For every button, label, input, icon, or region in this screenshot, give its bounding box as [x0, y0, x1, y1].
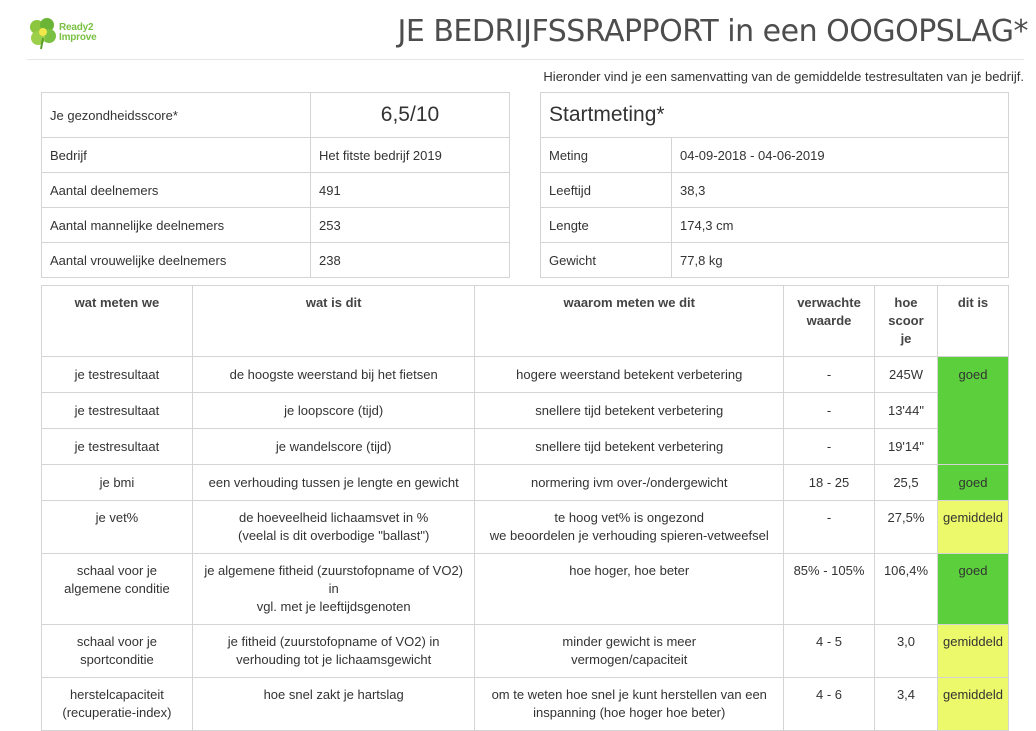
row-value: 38,3 [672, 173, 1009, 208]
column-header: waarom meten we dit [475, 286, 784, 357]
table-row [42, 501, 1009, 554]
divider [27, 59, 1024, 60]
row-value: 253 [311, 208, 510, 243]
rating-badge: gemiddeld [938, 625, 1009, 678]
logo-text: Ready2 Improve [59, 22, 97, 43]
cell-expected: - [784, 393, 875, 429]
cell-why: normering ivm over-/ondergewicht [475, 465, 784, 501]
table-row [42, 429, 1009, 465]
row-label: Aantal mannelijke deelnemers [42, 208, 311, 243]
table-row [42, 554, 1009, 625]
table-row [42, 393, 1009, 429]
company-table [41, 92, 510, 278]
logo [27, 16, 117, 54]
cell-score: 3,0 [874, 625, 937, 678]
score-row [42, 93, 510, 138]
cell-what: je testresultaat [42, 429, 193, 465]
cell-desc: de hoeveelheid lichaamsvet in % (veelal is dit overbodige "ballast") [192, 501, 475, 554]
cell-score: 106,4% [874, 554, 937, 625]
measurement-table [540, 92, 1009, 278]
row-label: Gewicht [541, 243, 672, 278]
cell-score: 3,4 [874, 678, 937, 731]
cell-why: snellere tijd betekent verbetering [475, 393, 784, 429]
cell-why: hoe hoger, hoe beter [475, 554, 784, 625]
results-table [41, 285, 1009, 731]
row-label: Meting [541, 138, 672, 173]
table-row [541, 208, 1009, 243]
cell-score: 25,5 [874, 465, 937, 501]
cell-what: je vet% [42, 501, 193, 554]
rating-badge: goed [938, 554, 1009, 625]
row-label: Aantal deelnemers [42, 173, 311, 208]
rating-badge: goed [938, 357, 1009, 465]
cell-why: snellere tijd betekent verbetering [475, 429, 784, 465]
column-header: wat is dit [192, 286, 475, 357]
table-row [42, 138, 510, 173]
cell-desc: een verhouding tussen je lengte en gewicht [192, 465, 475, 501]
rating-badge: goed [938, 465, 1009, 501]
cell-why: om te weten hoe snel je kunt herstellen van een inspanning (hoe hoger hoe beter) [475, 678, 784, 731]
cell-why: minder gewicht is meer vermogen/capaciteit [475, 625, 784, 678]
table-row [541, 173, 1009, 208]
table-row [42, 625, 1009, 678]
table-row [42, 465, 1009, 501]
table-row [541, 138, 1009, 173]
column-header: hoe scoor je [874, 286, 937, 357]
header-row [42, 286, 1009, 357]
table-row [541, 243, 1009, 278]
cell-desc: je loopscore (tijd) [192, 393, 475, 429]
table-row [42, 208, 510, 243]
cell-score: 27,5% [874, 501, 937, 554]
row-value: 491 [311, 173, 510, 208]
cell-what: schaal voor je algemene conditie [42, 554, 193, 625]
table-row [42, 173, 510, 208]
rating-badge: gemiddeld [938, 501, 1009, 554]
cell-what: je testresultaat [42, 357, 193, 393]
cell-desc: hoe snel zakt je hartslag [192, 678, 475, 731]
cell-what: je testresultaat [42, 393, 193, 429]
rating-badge: gemiddeld [938, 678, 1009, 731]
score-label: Je gezondheidsscore* [42, 93, 311, 138]
cell-why: hogere weerstand betekent verbetering [475, 357, 784, 393]
row-label: Bedrijf [42, 138, 311, 173]
cell-why: te hoog vet% is ongezond we beoordelen je verhouding spieren-vetweefsel [475, 501, 784, 554]
cell-desc: je wandelscore (tijd) [192, 429, 475, 465]
cell-expected: 18 - 25 [784, 465, 875, 501]
row-value: 04-09-2018 - 04-06-2019 [672, 138, 1009, 173]
cell-desc: je fitheid (zuurstofopname of VO2) in verhouding tot je lichaamsgewicht [192, 625, 475, 678]
table-row [42, 357, 1009, 393]
cell-desc: je algemene fitheid (zuurstofopname of VO2) in vgl. met je leeftijdsgenoten [192, 554, 475, 625]
cell-score: 13'44" [874, 393, 937, 429]
column-header: wat meten we [42, 286, 193, 357]
row-value: Het fitste bedrijf 2019 [311, 138, 510, 173]
cell-what: herstelcapaciteit (recuperatie-index) [42, 678, 193, 731]
measurement-title: Startmeting* [541, 93, 1009, 138]
cell-score: 19'14" [874, 429, 937, 465]
column-header: verwachte waarde [784, 286, 875, 357]
cell-what: je bmi [42, 465, 193, 501]
table-row [42, 243, 510, 278]
measurement-title-row [541, 93, 1009, 138]
score-value: 6,5/10 [311, 93, 510, 138]
table-row [42, 678, 1009, 731]
cell-expected: - [784, 501, 875, 554]
column-header: dit is [938, 286, 1009, 357]
cell-score: 245W [874, 357, 937, 393]
cell-what: schaal voor je sportconditie [42, 625, 193, 678]
cell-expected: - [784, 357, 875, 393]
row-label: Aantal vrouwelijke deelnemers [42, 243, 311, 278]
clover-icon [27, 16, 59, 50]
summary-text: Hieronder vind je een samenvatting van de gemiddelde testresultaten van je bedrijf. [543, 69, 1024, 84]
cell-expected: 4 - 6 [784, 678, 875, 731]
cell-expected: 85% - 105% [784, 554, 875, 625]
cell-expected: 4 - 5 [784, 625, 875, 678]
cell-desc: de hoogste weerstand bij het fietsen [192, 357, 475, 393]
cell-expected: - [784, 429, 875, 465]
page-title: JE BEDRIJFSSRAPPORT in een OOGOPSLAG* [397, 14, 1028, 49]
row-value: 174,3 cm [672, 208, 1009, 243]
row-label: Lengte [541, 208, 672, 243]
row-value: 238 [311, 243, 510, 278]
row-label: Leeftijd [541, 173, 672, 208]
row-value: 77,8 kg [672, 243, 1009, 278]
